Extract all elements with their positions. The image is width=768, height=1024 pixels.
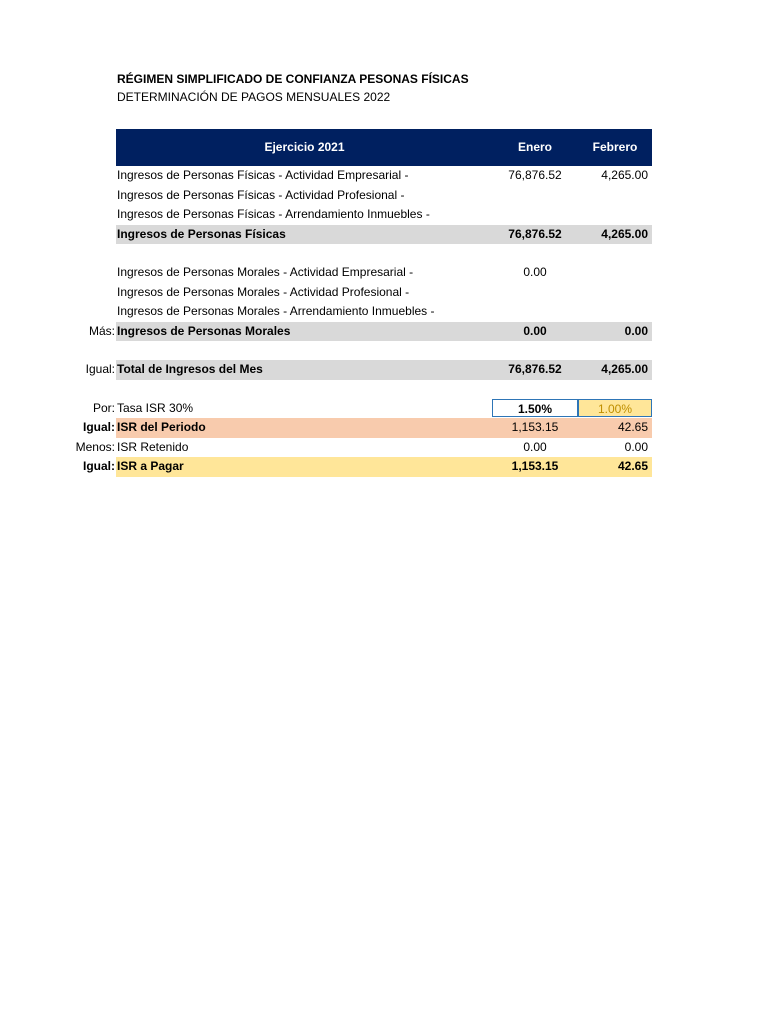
row-label[interactable]: Ingresos de Personas Físicas - Actividad Empresarial - (117, 168, 409, 182)
table-row (60, 263, 660, 283)
row-label[interactable]: ISR a Pagar (117, 459, 184, 473)
header-enero[interactable]: Enero (517, 140, 552, 154)
prefix-cell: Igual: (85, 362, 115, 376)
row-febrero-value[interactable]: 4,265.00 (601, 226, 648, 241)
row-febrero-value[interactable]: 4,265.00 (601, 168, 648, 182)
row-enero-value[interactable]: 1,153.15 (511, 459, 559, 473)
row-enero-value[interactable]: 76,876.52 (508, 226, 562, 241)
table-header-row (60, 129, 660, 166)
row-enero-value[interactable]: 76,876.52 (508, 168, 562, 182)
table-row (60, 205, 660, 225)
row-label[interactable]: Ingresos de Personas Físicas (117, 226, 286, 241)
document-subtitle: DETERMINACIÓN DE PAGOS MENSUALES 2022 (117, 90, 391, 104)
isr-periodo-band (116, 418, 652, 438)
row-label[interactable]: Ingresos de Personas Morales - Actividad Empresarial - (117, 265, 414, 279)
spacer-row (60, 341, 660, 360)
row-label[interactable]: ISR Retenido (117, 439, 189, 454)
spacer-row (60, 244, 660, 263)
isr-table (60, 129, 660, 477)
table-row (60, 302, 660, 322)
subtotal-row-personas-morales (60, 322, 660, 342)
spacer-row (60, 380, 660, 399)
row-enero-value[interactable]: 0.00 (523, 323, 547, 338)
row-label[interactable]: ISR del Periodo (117, 420, 206, 434)
header-concept[interactable]: Ejercicio 2021 (264, 140, 345, 154)
row-febrero-value[interactable]: 0.00 (624, 439, 648, 454)
row-febrero-value[interactable]: 0.00 (624, 323, 648, 338)
document-header (117, 70, 469, 106)
subtotal-band (116, 322, 652, 342)
isr-retenido-row (60, 438, 660, 458)
total-row-ingresos-mes (60, 360, 660, 380)
header-band (116, 129, 652, 166)
row-enero-value[interactable]: 76,876.52 (508, 362, 562, 376)
rate-febrero-input[interactable]: 1.00% (578, 399, 652, 417)
row-label[interactable]: Total de Ingresos del Mes (117, 362, 263, 376)
row-label[interactable]: Ingresos de Personas Morales (117, 323, 291, 338)
row-enero-value[interactable]: 0.00 (523, 265, 547, 279)
row-febrero-value[interactable]: 4,265.00 (601, 362, 648, 376)
document-title: RÉGIMEN SIMPLIFICADO DE CONFIANZA PESONAS FÍSICAS (117, 72, 469, 86)
row-enero-value[interactable]: 0.00 (523, 439, 547, 454)
header-febrero[interactable]: Febrero (592, 140, 638, 154)
isr-pagar-band (116, 457, 652, 477)
prefix-cell: Por: (92, 400, 115, 415)
total-band (116, 360, 652, 380)
prefix-cell: Menos: (75, 439, 115, 454)
row-label[interactable]: Tasa ISR 30% (117, 400, 194, 415)
row-enero-value[interactable]: 1,153.15 (511, 420, 559, 434)
rate-enero-input[interactable]: 1.50% (492, 399, 578, 417)
row-label[interactable]: Ingresos de Personas Morales - Actividad Profesional - (117, 284, 410, 299)
row-label[interactable]: Ingresos de Personas Morales - Arrendamiento Inmuebles - (117, 304, 435, 318)
table-row (60, 283, 660, 303)
prefix-cell: Igual: (83, 420, 115, 434)
prefix-cell: Más: (88, 323, 115, 338)
row-febrero-value[interactable]: 42.65 (617, 420, 648, 434)
subtotal-row-personas-fisicas (60, 225, 660, 245)
row-label[interactable]: Ingresos de Personas Físicas - Arrendamiento Inmuebles - (117, 207, 430, 221)
table-row (60, 166, 660, 186)
isr-pagar-row (60, 457, 660, 477)
table-row (60, 186, 660, 206)
subtotal-band (116, 225, 652, 245)
prefix-cell: Igual: (83, 459, 115, 473)
row-febrero-value[interactable]: 42.65 (617, 459, 648, 473)
isr-periodo-row (60, 418, 660, 438)
rate-row (60, 399, 660, 419)
row-label[interactable]: Ingresos de Personas Físicas - Actividad Profesional - (117, 187, 405, 202)
